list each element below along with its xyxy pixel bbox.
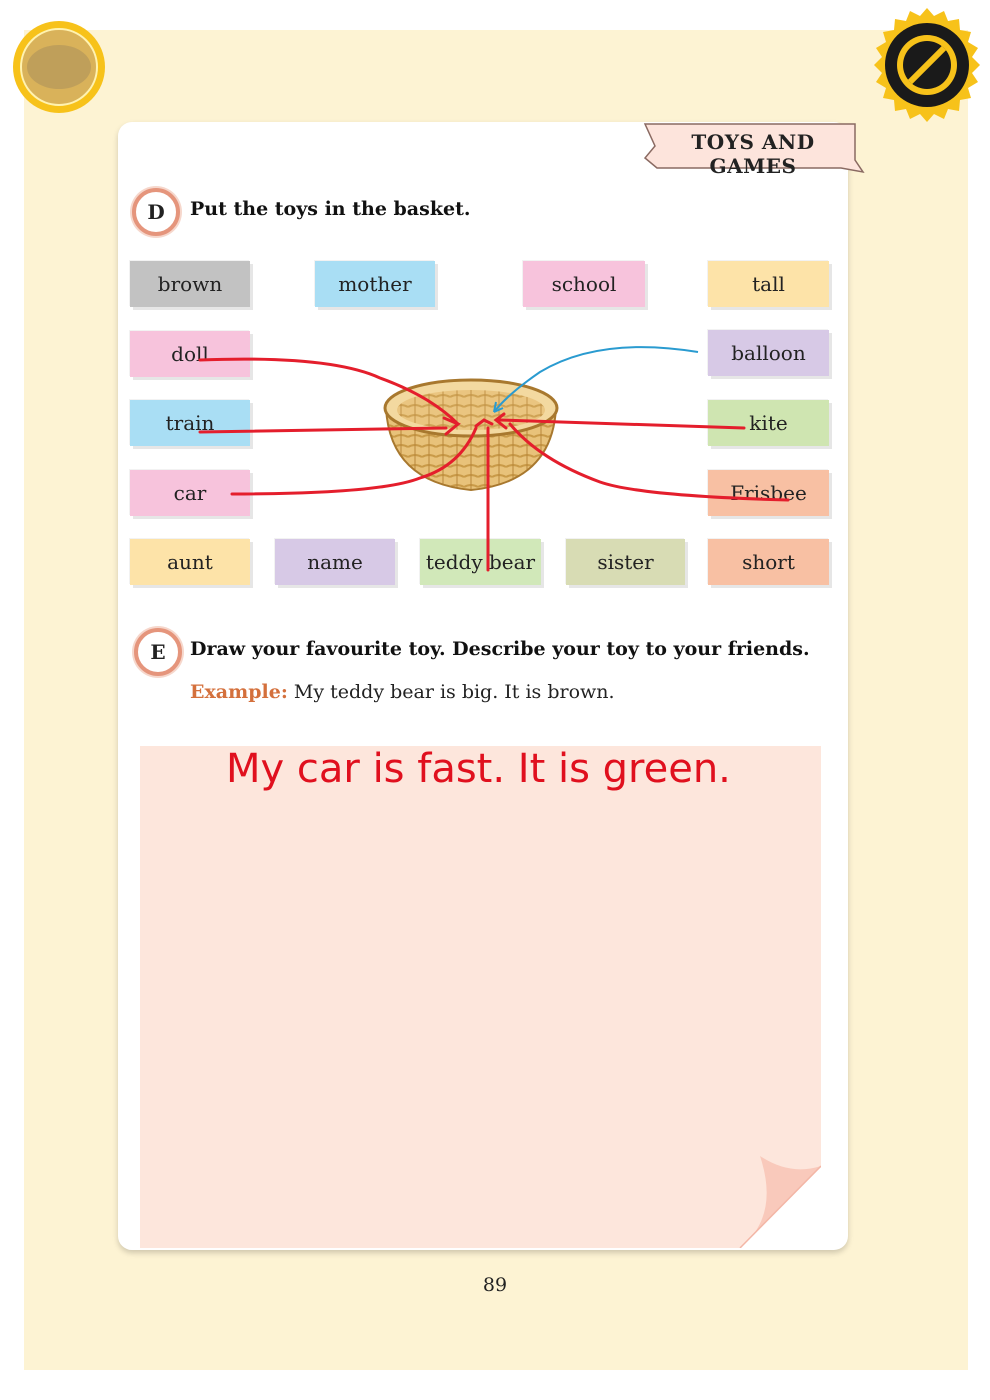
word-card-aunt[interactable]: [130, 539, 250, 585]
word-card-label: Frisbee: [730, 481, 807, 505]
example-label: Example:: [190, 681, 288, 703]
word-card-balloon[interactable]: [708, 330, 829, 376]
example-line: [190, 681, 615, 703]
word-card-label: train: [165, 411, 215, 435]
page-number: 89: [482, 1274, 508, 1296]
word-card-label: school: [551, 272, 617, 296]
word-card-school[interactable]: [523, 261, 645, 307]
word-card-label: kite: [749, 411, 788, 435]
word-card-kite[interactable]: [708, 400, 829, 446]
word-card-label: aunt: [167, 550, 213, 574]
abbyy-seal-icon: [10, 18, 108, 116]
basket-icon[interactable]: [380, 372, 562, 496]
word-card-name[interactable]: [275, 539, 395, 585]
word-card-car[interactable]: [130, 470, 250, 516]
section-e-badge: E: [134, 628, 182, 676]
word-card-label: balloon: [731, 341, 806, 365]
word-card-label: teddy bear: [425, 550, 536, 574]
word-card-label: sister: [597, 550, 654, 574]
word-card-tall[interactable]: [708, 261, 829, 307]
word-card-teddy-bear[interactable]: [420, 539, 541, 585]
section-e-instruction: Draw your favourite toy. Describe your toy to your friends.: [190, 638, 810, 660]
word-card-label: name: [307, 550, 363, 574]
example-text: My teddy bear is big. It is brown.: [287, 681, 615, 703]
section-d-instruction: Put the toys in the basket.: [190, 198, 471, 220]
word-card-frisbee[interactable]: [708, 470, 829, 516]
drawing-note-area[interactable]: [140, 746, 821, 1248]
word-card-brown[interactable]: [130, 261, 250, 307]
word-card-label: doll: [171, 342, 209, 366]
page-topic-title: TOYS AND GAMES: [691, 130, 815, 178]
word-card-doll[interactable]: [130, 331, 250, 377]
word-card-mother[interactable]: [315, 261, 435, 307]
abbyy-buy-badge-icon[interactable]: [868, 6, 986, 124]
word-card-label: mother: [338, 272, 412, 296]
word-card-label: brown: [157, 272, 223, 296]
word-card-label: car: [173, 481, 207, 505]
word-card-train[interactable]: [130, 400, 250, 446]
word-card-sister[interactable]: [566, 539, 685, 585]
word-card-label: tall: [752, 272, 785, 296]
student-answer-text[interactable]: My car is fast. It is green.: [226, 746, 731, 792]
section-d-badge: D: [132, 188, 180, 236]
word-card-short[interactable]: [708, 539, 829, 585]
word-card-label: short: [742, 550, 795, 574]
